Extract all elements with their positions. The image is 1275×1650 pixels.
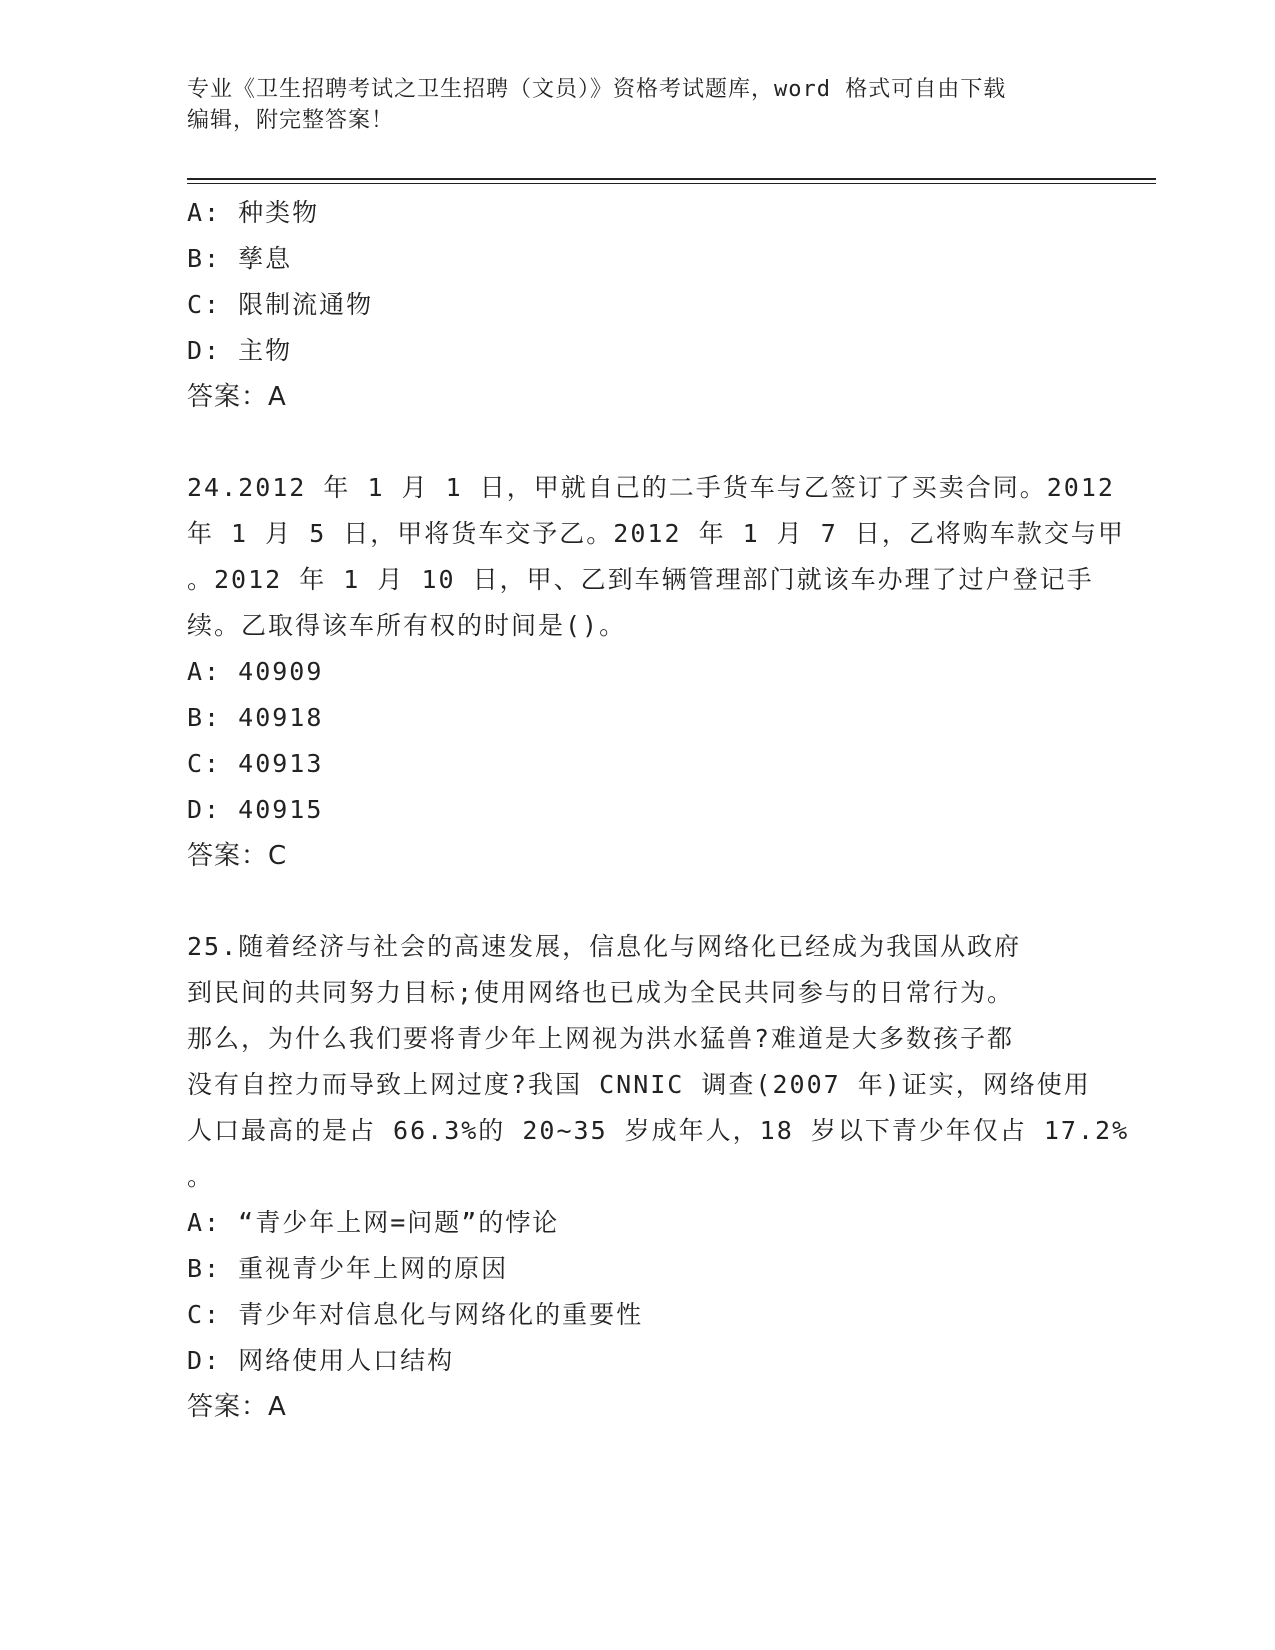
header-rule-thin [187, 183, 1156, 184]
option-b: B: 孳息 [187, 244, 293, 273]
question-line: 续。乙取得该车所有权的时间是()。 [187, 611, 627, 640]
question-24 [187, 465, 1125, 879]
option-c: C: 限制流通物 [187, 290, 374, 319]
answer: 答案：A [187, 1392, 287, 1422]
option-d: D: 40915 [187, 795, 324, 824]
question-text [187, 465, 1125, 649]
option-a: A: 40909 [187, 657, 324, 686]
option-c: C: 青少年对信息化与网络化的重要性 [187, 1300, 644, 1329]
question-line: 到民间的共同努力目标;使用网络也已成为全民共同参与的日常行为。 [187, 978, 1015, 1007]
question-line: 。2012 年 1 月 10 日，甲、乙到车辆管理部门就该车办理了过户登记手 [187, 565, 1094, 594]
document-header [187, 74, 1067, 136]
option-d: D: 网络使用人口结构 [187, 1346, 455, 1375]
question-line: 24.2012 年 1 月 1 日，甲就自己的二手货车与乙签订了买卖合同。2012 [187, 473, 1115, 502]
question-25 [187, 924, 1130, 1430]
option-d: D: 主物 [187, 336, 293, 365]
question-line: 。 [187, 1162, 215, 1191]
header-rule-thick [187, 178, 1156, 180]
spacer [187, 420, 1087, 465]
question-line: 那么，为什么我们要将青少年上网视为洪水猛兽?难道是大多数孩子都 [187, 1024, 1015, 1053]
header-line-1: 专业《卫生招聘考试之卫生招聘（文员）》资格考试题库，word 格式可自由下载 [187, 77, 1007, 102]
question-content [187, 190, 1130, 1430]
option-c: C: 40913 [187, 749, 324, 778]
option-b: B: 40918 [187, 703, 324, 732]
question-text [187, 924, 1130, 1200]
question-line: 人口最高的是占 66.3%的 20~35 岁成年人，18 岁以下青少年仅占 17.2% [187, 1116, 1130, 1145]
question-line: 25.随着经济与社会的高速发展，信息化与网络化已经成为我国从政府 [187, 932, 1022, 961]
question-line: 年 1 月 5 日，甲将货车交予乙。2012 年 1 月 7 日，乙将购车款交与甲 [187, 519, 1125, 548]
question-line: 没有自控力而导致上网过度?我国 CNNIC 调查(2007 年)证实，网络使用 [187, 1070, 1091, 1099]
answer: 答案：C [187, 841, 288, 871]
option-b: B: 重视青少年上网的原因 [187, 1254, 509, 1283]
option-a: A: 种类物 [187, 198, 320, 227]
answer: 答案：A [187, 382, 287, 412]
header-line-2: 编辑，附完整答案！ [187, 108, 395, 133]
option-a: A: “青少年上网=问题”的悖论 [187, 1208, 560, 1237]
spacer [187, 879, 1087, 924]
question-23 [187, 190, 1087, 420]
